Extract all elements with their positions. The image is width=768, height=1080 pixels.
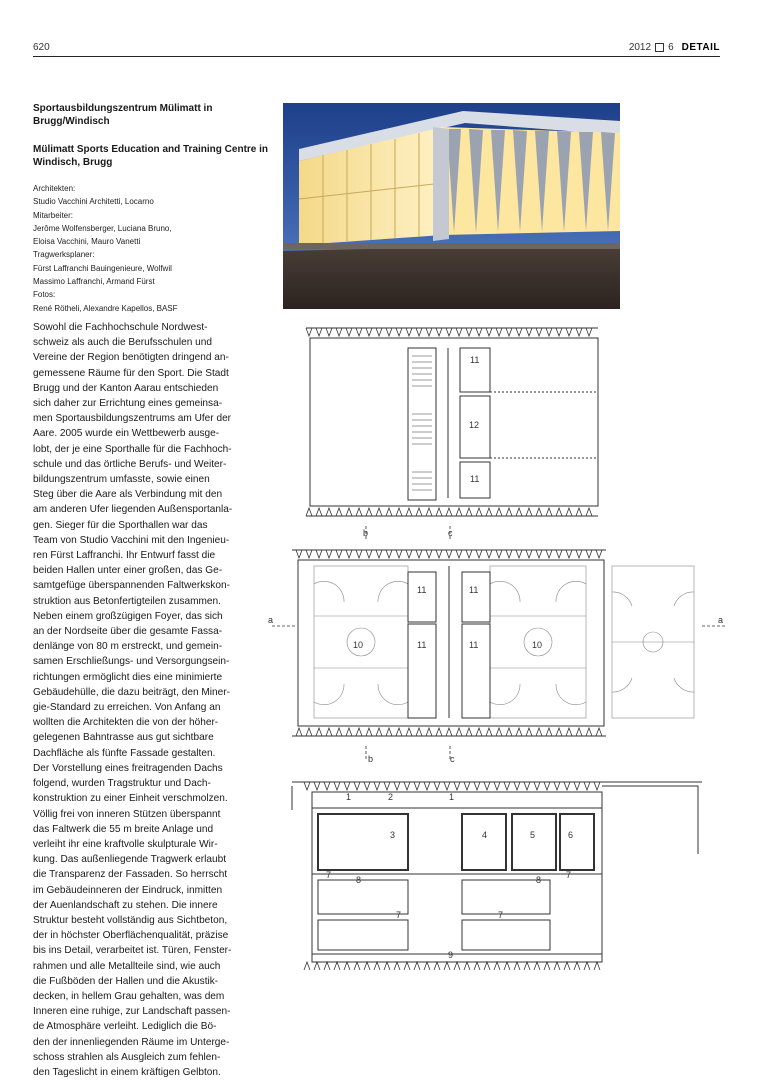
body-line: Der Vorstellung eines freitragenden Dachs <box>33 762 223 774</box>
credit-line: Studio Vacchini Architetti, Locarno <box>33 197 154 207</box>
credit-line: Mitarbeiter: <box>33 210 74 220</box>
plan-upper <box>306 328 598 516</box>
credit-line: Fürst Laffranchi Bauingenieure, Wolfwil <box>33 263 172 273</box>
body-line: schule und das örtliche Berufs- und Weiter- <box>33 458 227 470</box>
body-line: ren Fürst Laffranchi. Ihr Entwurf fasst die <box>33 550 216 562</box>
body-line: de Atmosphäre verleiht. Lediglich die Bö- <box>33 1021 217 1033</box>
plan-label-10: 10 <box>353 640 364 650</box>
body-line: den der innenliegenden Räume im Unterge- <box>33 1036 230 1048</box>
body-line: Vereine der Region benötigten dringend an- <box>33 352 229 364</box>
section-label-c: c <box>448 528 453 538</box>
plan-label-2: 2 <box>388 792 394 802</box>
issue-number: 6 <box>668 42 674 53</box>
plan-label-4: 4 <box>482 830 488 840</box>
body-line: verleiht ihr eine kraftvolle skulpturale Wir- <box>33 838 218 850</box>
body-line: sich daher zur Errichtung eines gemeinsa- <box>33 398 223 410</box>
body-line: im Gebäudeinneren der Eindruck, inmitten <box>33 884 223 896</box>
plan-label-3: 3 <box>390 830 396 840</box>
body-line: schweiz als auch die Berufsschulen und <box>33 337 212 349</box>
plan-label-10: 10 <box>532 640 543 650</box>
body-line: der in höchster Oberflächenqualität, präzise <box>33 930 229 942</box>
plan-label-8: 8 <box>536 875 542 885</box>
credit-line: Architekten: <box>33 184 76 193</box>
credit-line: Jerôme Wolfensberger, Luciana Bruno, <box>33 223 172 233</box>
body-line: samen Erschließungs- und Versorgungsein- <box>33 656 230 668</box>
body-line: wollten die Architekten die von der höher- <box>33 717 219 729</box>
body-line: denlänge von 80 m erstreckt, und gemein- <box>33 641 223 653</box>
plan-label-11: 11 <box>470 355 480 365</box>
body-line: gemessene Räume für den Sport. Die Stadt <box>33 367 229 379</box>
credit-line: René Rötheli, Alexandre Kapellos, BASF <box>33 303 178 313</box>
credits-block <box>33 182 273 315</box>
body-text <box>33 320 255 1080</box>
plan-label-11: 11 <box>469 585 479 595</box>
body-line: struktion aus Betonfertigteilen zusammen. <box>33 595 221 607</box>
body-line: rahmen und alle Metallteile sind, wie auch <box>33 960 221 972</box>
plan-label-11: 11 <box>417 585 427 595</box>
plan-label-7: 7 <box>498 910 504 920</box>
title-english: Mülimatt Sports Education and Training Centre in Windisch, Brugg <box>33 144 269 168</box>
credit-line: Tragwerksplaner: <box>33 250 95 260</box>
credit-line: Eloisa Vacchini, Mauro Vanetti <box>33 237 141 247</box>
plan-label-7: 7 <box>326 870 332 880</box>
body-line: men Sportausbildungszentrums am Ufer der <box>33 413 232 425</box>
body-line: gelegenen Bahntrasse aus gut sichtbare <box>33 732 214 744</box>
plan-label-11: 11 <box>470 474 480 484</box>
plan-label-8: 8 <box>356 875 362 885</box>
header-rule <box>33 56 720 57</box>
body-line: kung. Das außenliegende Tragwerk erlaubt <box>33 854 227 866</box>
section-label-a: a <box>718 615 724 625</box>
plan-label-7: 7 <box>396 910 402 920</box>
body-line: die Fußböden der Hallen und die Akustik- <box>33 975 219 987</box>
body-line: folgend, wurden Tragstruktur und Dach- <box>33 778 211 790</box>
separator-box-icon <box>655 43 664 52</box>
plan-basement <box>292 782 702 970</box>
body-line: Dachfläche als fünfte Fassade gestalten. <box>33 747 216 759</box>
issue-year: 2012 <box>628 42 652 53</box>
body-line: Gebäudehülle, die dazu beiträgt, den Miner- <box>33 686 230 698</box>
body-line: der Auenlandschaft zu stehen. Die innere <box>33 899 218 911</box>
section-label-c: c <box>450 754 455 764</box>
body-line: am anderen Ufer liegenden Außensportanla- <box>33 504 233 516</box>
body-line: das Faltwerk die 55 m breite Anlage und <box>33 823 214 835</box>
issue-info <box>629 42 720 53</box>
body-line: Brugg und der Kanton Aarau entschieden <box>33 382 219 394</box>
credit-line: Fotos: <box>33 290 56 300</box>
body-line: Team von Studio Vacchini mit den Ingenieu- <box>33 534 230 546</box>
body-line: konstruktion zu einer Einheit verschmolzen. <box>33 793 228 805</box>
title-german: Sportausbildungszentrum Mülimatt in Brugg/Windisch <box>33 103 213 127</box>
plan-label-1: 1 <box>346 792 352 802</box>
body-line: samtgefüge überspannenden Faltwerkskon- <box>33 580 230 592</box>
body-line: bildungszentrum umfasste, sowie einen <box>33 474 210 486</box>
plan-label-11: 11 <box>469 640 479 650</box>
body-line: an der Nordseite über die gesamte Fassa- <box>33 626 223 638</box>
body-line: bis ins Detail, verarbeitet ist. Türen, Fenster- <box>33 945 232 957</box>
plan-label-1: 1 <box>449 792 455 802</box>
body-line: Völlig frei von inneren Stützen überspannt <box>33 808 221 820</box>
credit-line: Massimo Laffranchi, Armand Fürst <box>33 277 155 287</box>
body-line: Struktur besteht vollständig aus Sichtbeton, <box>33 914 228 926</box>
section-label-a: a <box>268 615 274 625</box>
body-line: Steg über die Aare als Verbindung mit den <box>33 489 223 501</box>
body-line: Sowohl die Fachhochschule Nordwest- <box>33 322 208 333</box>
body-line: schoss strahlen als Ausgleich zum fehlen- <box>33 1051 221 1063</box>
section-label-b: b <box>368 754 374 764</box>
plan-label-12: 12 <box>469 420 480 430</box>
body-line: lobt, der je eine Sporthalle für die Fachhoch- <box>33 443 232 455</box>
brand-logo: DETAIL <box>681 42 720 53</box>
body-line: den Tageslicht in einem kräftigen Gelbton. <box>33 1066 221 1078</box>
body-line: gen. Sieger für die Sporthallen war das <box>33 519 208 531</box>
body-line: Aare. 2005 wurde ein Wettbewerb ausge- <box>33 428 220 440</box>
plan-label-11: 11 <box>417 640 427 650</box>
body-line: decken, in hellem Grau gehalten, was dem <box>33 990 225 1002</box>
body-line: Inneren eine ruhige, zur Landschaft passen- <box>33 1006 231 1018</box>
section-label-b: b <box>363 528 369 538</box>
plan-label-9: 9 <box>448 950 454 960</box>
plan-label-7: 7 <box>566 870 572 880</box>
body-line: beiden Hallen unter einer großen, das Ge- <box>33 565 223 577</box>
page-number: 620 <box>33 42 50 53</box>
body-line: richtungen ermöglicht dies eine minimierte <box>33 671 223 683</box>
plan-label-5: 5 <box>530 830 536 840</box>
floor-plans <box>262 322 736 980</box>
building-photo <box>283 103 620 309</box>
body-line: Neben einem großzügigen Foyer, das sich <box>33 610 223 622</box>
plan-label-6: 6 <box>568 830 574 840</box>
body-line: gie-Standard zu erreichen. Von Anfang an <box>33 702 221 714</box>
body-line: die Transparenz der Fassaden. So herrscht <box>33 869 228 881</box>
